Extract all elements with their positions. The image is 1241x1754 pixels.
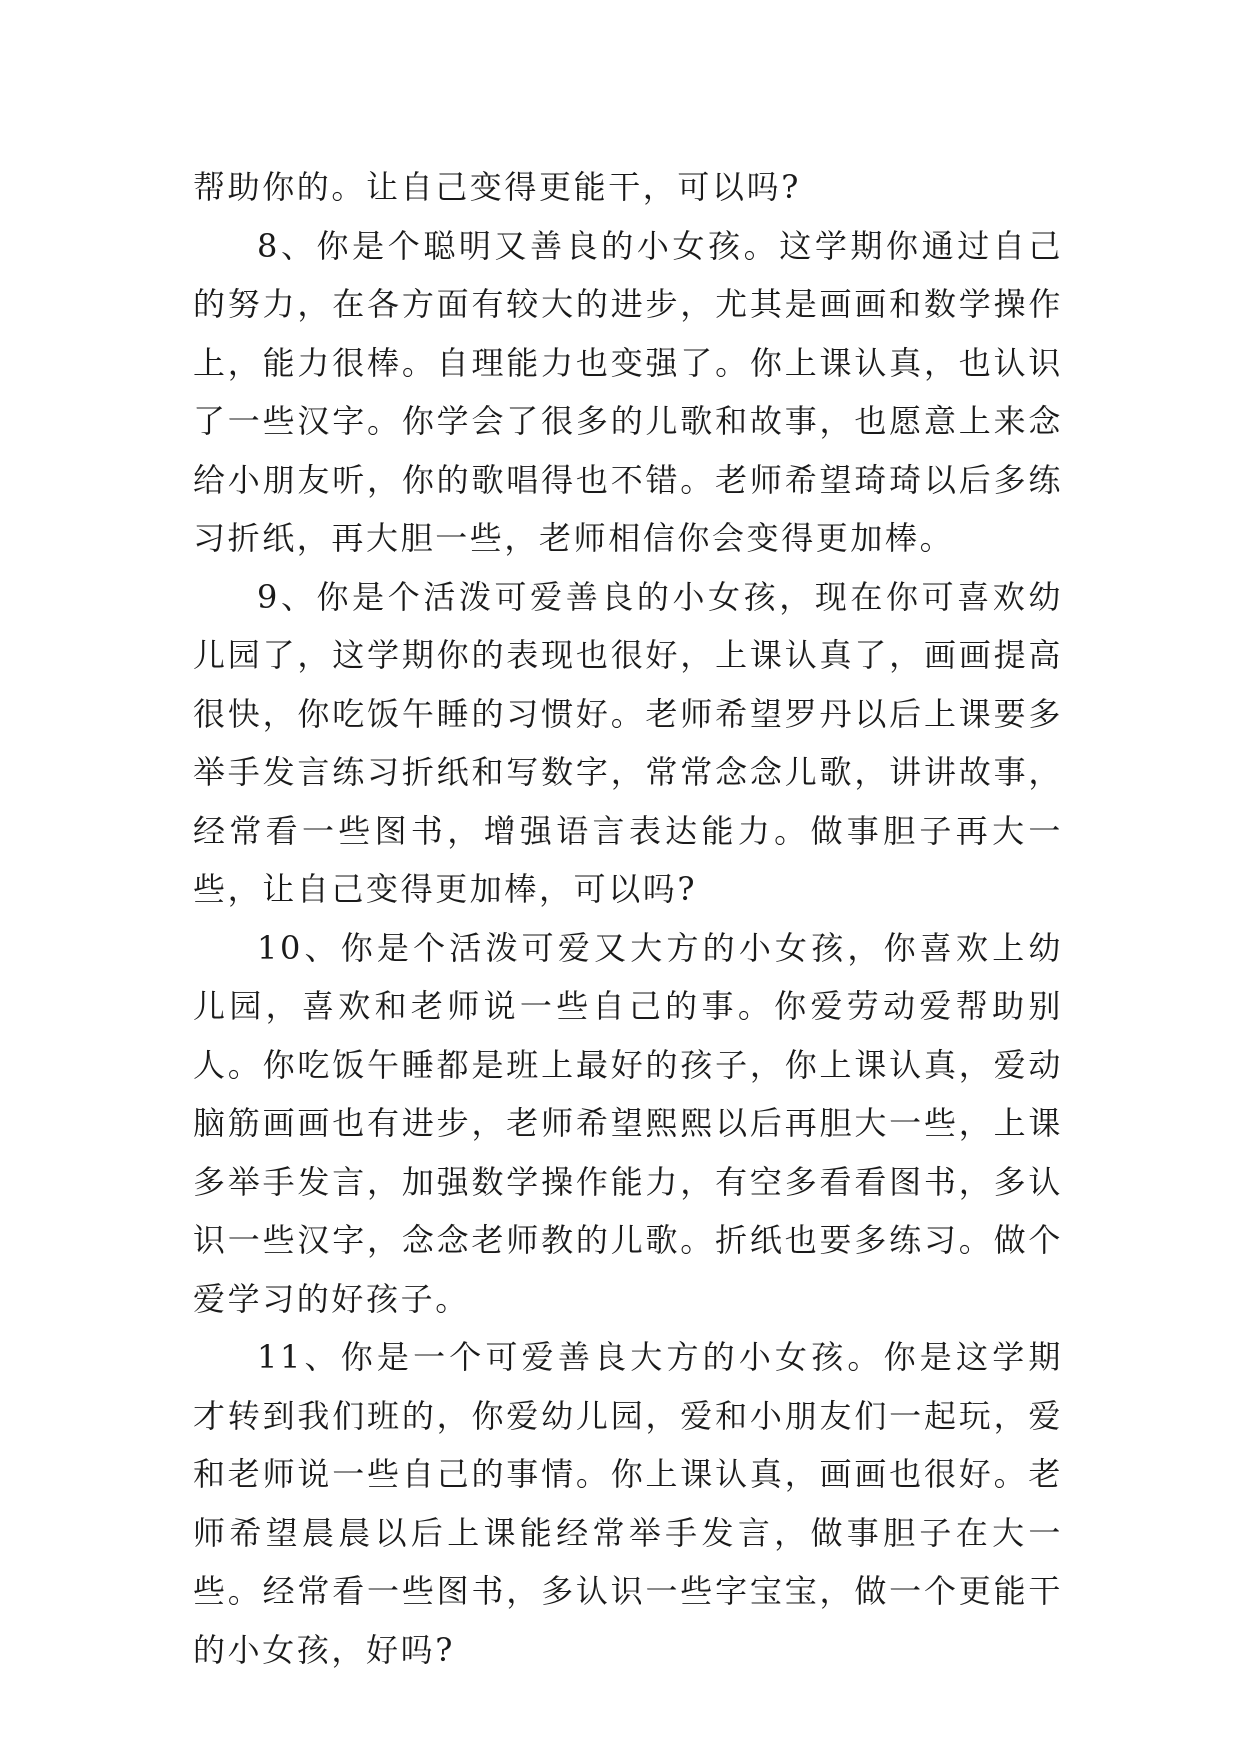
paragraph-comment-9: 9、你是个活泼可爱善良的小女孩，现在你可喜欢幼儿园了，这学期你的表现也很好，上课认真了，画画提高很快，你吃饭午睡的习惯好。老师希望罗丹以后上课要多举手发言练习折纸和写数字，常常念念儿歌，讲讲故事，经常看一些图书，增强语言表达能力。做事胆子再大一些，让自己变得更加棒，可以吗? [193,577,1063,908]
paragraph-comment-10: 10、你是个活泼可爱又大方的小女孩，你喜欢上幼儿园，喜欢和老师说一些自己的事。你爱劳动爱帮助别人。你吃饭午睡都是班上最好的孩子，你上课认真，爱动脑筋画画也有进步，老师希望熙熙以后再胆大一些，上课多举手发言，加强数学操作能力，有空多看看图书，多认识一些汉字，念念老师教的儿歌。折纸也要多练习。做个爱学习的好孩子。 [193,928,1063,1318]
paragraph-continuation: 帮助你的。让自己变得更能干，可以吗? [193,168,801,206]
document-body [193,158,1063,1679]
paragraph-comment-8: 8、你是个聪明又善良的小女孩。这学期你通过自己的努力，在各方面有较大的进步，尤其是画画和数学操作上，能力很棒。自理能力也变强了。你上课认真，也认识了一些汉字。你学会了很多的儿歌和故事，也愿意上来念给小朋友听，你的歌唱得也不错。老师希望琦琦以后多练习折纸，再大胆一些，老师相信你会变得更加棒。 [193,226,1063,557]
paragraph-comment-11: 11、你是一个可爱善良大方的小女孩。你是这学期才转到我们班的，你爱幼儿园，爱和小朋友们一起玩，爱和老师说一些自己的事情。你上课认真，画画也很好。老师希望晨晨以后上课能经常举手发言，做事胆子在大一些。经常看一些图书，多认识一些字宝宝，做一个更能干的小女孩，好吗? [193,1338,1063,1669]
